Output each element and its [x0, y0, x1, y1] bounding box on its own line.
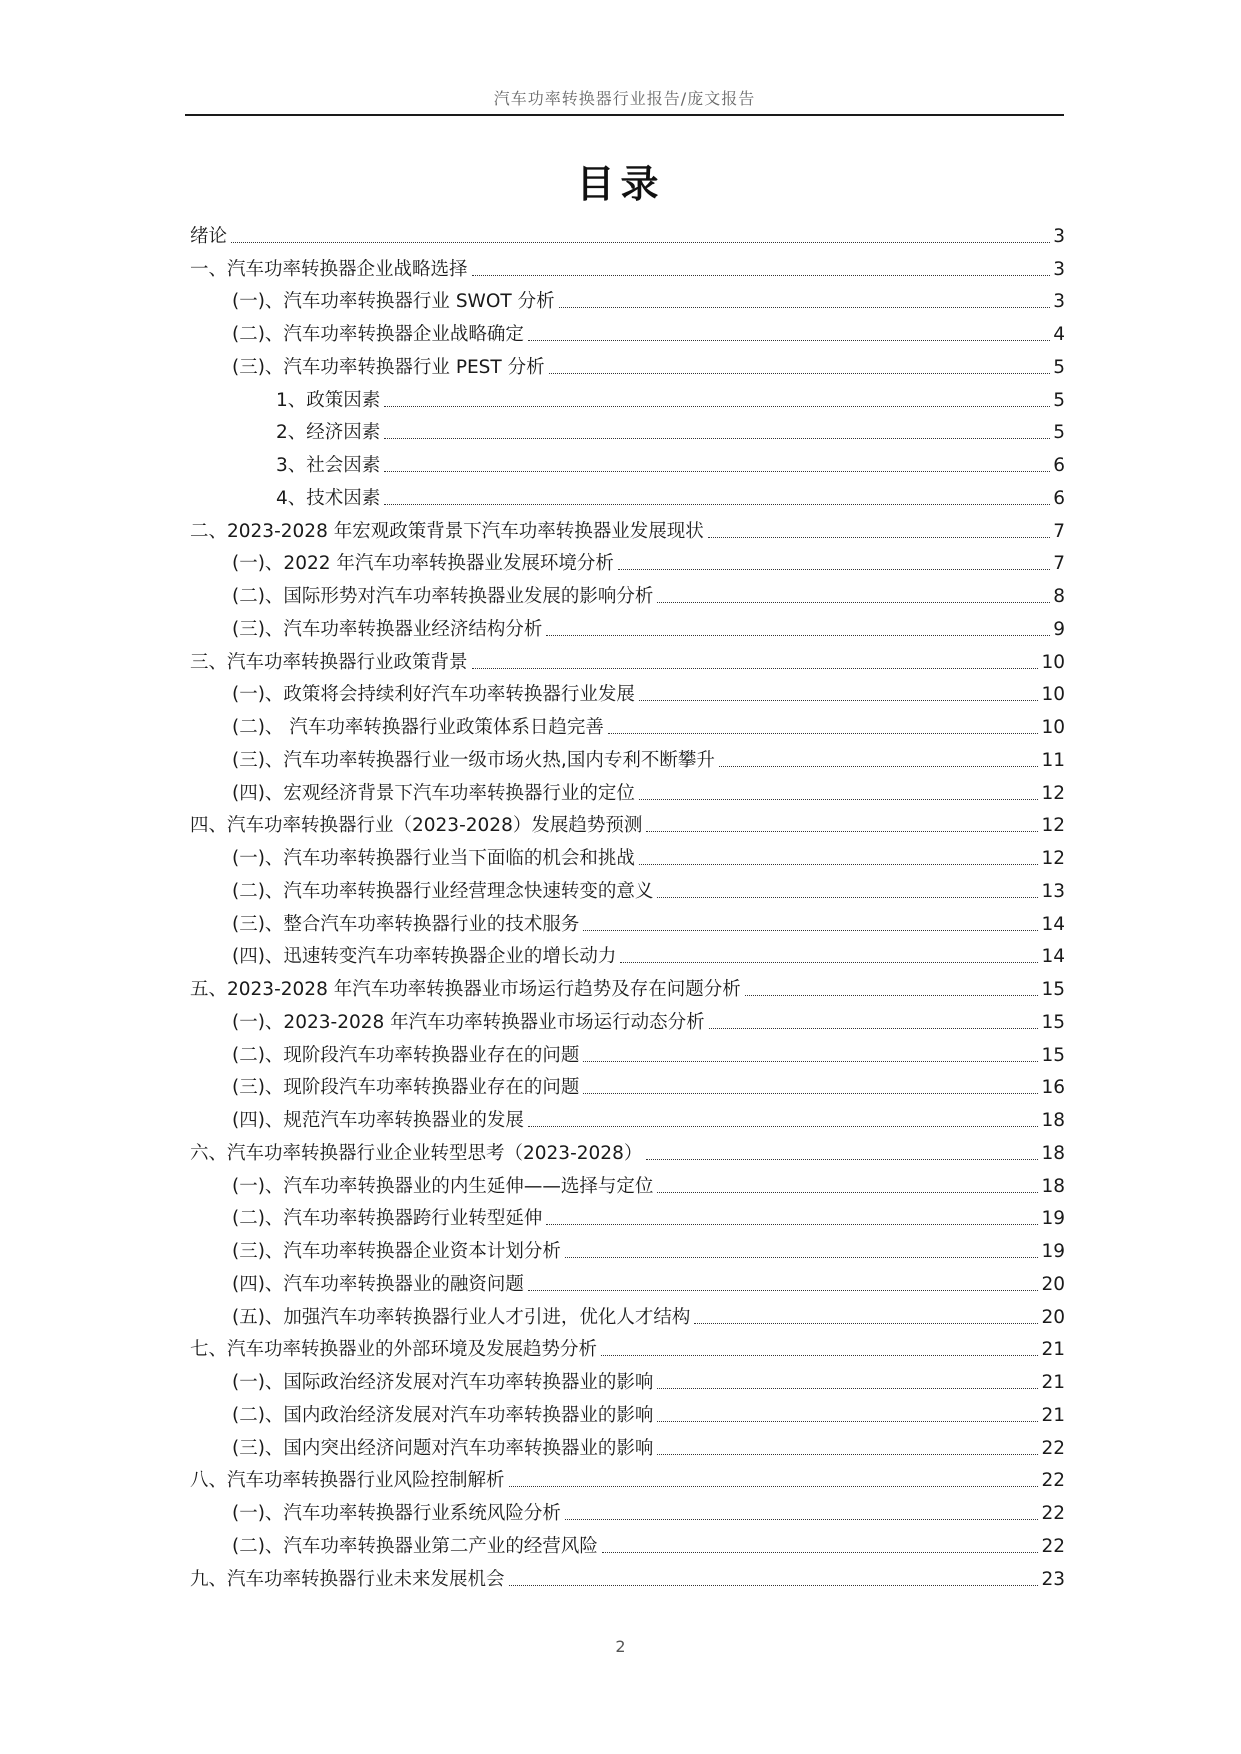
toc-entry-title: 一、汽车功率转换器企业战略选择	[190, 258, 468, 280]
toc-dot-leader	[528, 340, 1050, 341]
toc-entry-title: (四)、宏观经济背景下汽车功率转换器行业的定位	[232, 782, 635, 804]
toc-entry-title: 四、汽车功率转换器行业（2023-2028）发展趋势预测	[190, 815, 643, 837]
toc-entry-page: 11	[1041, 749, 1065, 771]
toc-dot-leader	[639, 864, 1039, 865]
toc-entry-title: 六、汽车功率转换器行业企业转型思考（2023-2028）	[190, 1142, 643, 1164]
toc-entry-page: 20	[1041, 1273, 1065, 1295]
toc-dot-leader	[472, 668, 1039, 669]
header-divider	[185, 114, 1064, 116]
toc-entry-page: 5	[1053, 389, 1065, 411]
toc-entry[interactable]	[190, 1395, 1065, 1428]
toc-entry[interactable]	[190, 838, 1065, 871]
toc-entry-title: 二、2023-2028 年宏观政策背景下汽车功率转换器业发展现状	[190, 520, 704, 542]
toc-entry-title: (四)、规范汽车功率转换器业的发展	[232, 1110, 524, 1131]
toc-entry-title: (四)、迅速转变汽车功率转换器企业的增长动力	[232, 946, 617, 968]
toc-entry[interactable]	[190, 1362, 1065, 1395]
toc-entry[interactable]	[190, 576, 1065, 609]
toc-entry-page: 10	[1041, 651, 1065, 673]
toc-entry[interactable]	[190, 1559, 1065, 1592]
toc-dot-leader	[565, 1519, 1039, 1520]
toc-entry[interactable]	[190, 904, 1065, 937]
toc-entry-page: 15	[1041, 979, 1065, 1000]
toc-entry-page: 5	[1053, 356, 1065, 378]
toc-entry-page: 3	[1053, 291, 1065, 313]
toc-entry-page: 22	[1041, 1535, 1065, 1557]
toc-entry-page: 14	[1041, 913, 1065, 935]
toc-entry-page: 21	[1041, 1339, 1065, 1361]
toc-dot-leader	[601, 1355, 1038, 1356]
toc-dot-leader	[708, 537, 1050, 538]
toc-entry[interactable]	[190, 347, 1065, 380]
toc-entry-title: (一)、汽车功率转换器行业当下面临的机会和挑战	[232, 848, 635, 869]
toc-dot-leader	[231, 242, 1050, 243]
toc-dot-leader	[384, 504, 1050, 505]
toc-entry[interactable]	[190, 675, 1065, 708]
toc-entry-title: (一)、政策将会持续利好汽车功率转换器行业发展	[232, 684, 635, 706]
toc-title: 目录	[576, 162, 665, 206]
toc-entry[interactable]	[190, 380, 1065, 413]
toc-dot-leader	[639, 799, 1039, 800]
toc-entry[interactable]	[190, 1068, 1065, 1101]
toc-entry[interactable]	[190, 969, 1065, 1002]
toc-entry-title: (三)、汽车功率转换器行业一级市场火热,国内专利不断攀升	[232, 749, 715, 771]
toc-entry-page: 18	[1041, 1110, 1065, 1131]
toc-entry-page: 5	[1053, 422, 1065, 444]
toc-entry-title: (二)、国内政治经济发展对汽车功率转换器业的影响	[232, 1404, 654, 1426]
toc-dot-leader	[646, 1159, 1038, 1160]
toc-entry[interactable]	[190, 282, 1065, 315]
toc-entry[interactable]	[190, 871, 1065, 904]
toc-entry-title: (二)、国际形势对汽车功率转换器业发展的影响分析	[232, 586, 654, 607]
toc-dot-leader	[694, 1323, 1038, 1324]
toc-entry-title: 绪论	[190, 225, 228, 247]
toc-entry[interactable]	[190, 609, 1065, 642]
toc-entry-title: 4、技术因素	[276, 487, 381, 509]
toc-entry-page: 3	[1053, 258, 1065, 280]
toc-entry[interactable]	[190, 1199, 1065, 1232]
toc-entry-title: (三)、现阶段汽车功率转换器业存在的问题	[232, 1077, 580, 1099]
toc-entry-title: (一)、汽车功率转换器行业 SWOT 分析	[232, 291, 555, 313]
toc-entry-page: 22	[1041, 1437, 1065, 1459]
running-header: 汽车功率转换器行业报告/庞文报告	[493, 89, 756, 108]
toc-dot-leader	[657, 602, 1050, 603]
toc-entry[interactable]	[190, 314, 1065, 347]
toc-entry-page: 14	[1041, 946, 1065, 968]
table-of-contents	[190, 216, 1065, 1592]
toc-entry[interactable]	[190, 1100, 1065, 1133]
toc-dot-leader	[565, 1257, 1039, 1258]
toc-entry[interactable]	[190, 249, 1065, 282]
toc-entry[interactable]	[190, 1330, 1065, 1363]
toc-entry-title: 五、2023-2028 年汽车功率转换器业市场运行趋势及存在问题分析	[190, 979, 741, 1000]
toc-entry-page: 16	[1041, 1077, 1065, 1099]
toc-dot-leader	[657, 1421, 1038, 1422]
toc-dot-leader	[602, 1552, 1039, 1553]
toc-entry-page: 18	[1041, 1175, 1065, 1197]
toc-dot-leader	[639, 700, 1039, 701]
toc-entry[interactable]	[190, 1166, 1065, 1199]
toc-dot-leader	[657, 1192, 1038, 1193]
toc-entry[interactable]	[190, 1035, 1065, 1068]
toc-entry-title: (四)、汽车功率转换器业的融资问题	[232, 1273, 524, 1295]
toc-entry[interactable]	[190, 1297, 1065, 1330]
toc-entry-title: (三)、汽车功率转换器行业 PEST 分析	[232, 356, 545, 378]
toc-dot-leader	[608, 733, 1039, 734]
toc-dot-leader	[618, 569, 1050, 570]
toc-dot-leader	[709, 1028, 1039, 1029]
toc-entry-page: 23	[1041, 1568, 1065, 1590]
toc-entry[interactable]	[190, 1264, 1065, 1297]
toc-dot-leader	[384, 406, 1050, 407]
toc-entry-title: (一)、2022 年汽车功率转换器业发展环境分析	[232, 553, 614, 575]
toc-dot-leader	[620, 962, 1038, 963]
toc-dot-leader	[583, 930, 1038, 931]
toc-dot-leader	[528, 1290, 1039, 1291]
toc-entry-title: 八、汽车功率转换器行业风险控制解析	[190, 1470, 505, 1492]
toc-entry-page: 9	[1053, 618, 1065, 640]
toc-entry-title: 七、汽车功率转换器业的外部环境及发展趋势分析	[190, 1339, 598, 1361]
toc-entry-page: 7	[1053, 520, 1065, 542]
toc-entry-page: 22	[1041, 1470, 1065, 1492]
toc-entry[interactable]	[190, 937, 1065, 970]
toc-entry[interactable]	[190, 544, 1065, 577]
toc-dot-leader	[384, 438, 1050, 439]
toc-entry[interactable]	[190, 478, 1065, 511]
toc-entry[interactable]	[190, 413, 1065, 446]
toc-entry-page: 20	[1041, 1306, 1065, 1328]
toc-entry-page: 10	[1041, 684, 1065, 706]
toc-entry-title: (二)、现阶段汽车功率转换器业存在的问题	[232, 1044, 580, 1066]
toc-entry-page: 8	[1053, 586, 1065, 607]
toc-entry-page: 18	[1041, 1142, 1065, 1164]
toc-entry[interactable]	[190, 1493, 1065, 1526]
toc-entry-page: 21	[1041, 1404, 1065, 1426]
toc-entry[interactable]	[190, 445, 1065, 478]
toc-entry-page: 3	[1053, 225, 1065, 247]
toc-entry-title: 2、经济因素	[276, 422, 381, 444]
toc-entry-page: 19	[1041, 1208, 1065, 1230]
page-number: 2	[615, 1637, 626, 1656]
toc-entry-page: 22	[1041, 1503, 1065, 1524]
toc-dot-leader	[657, 1454, 1038, 1455]
toc-entry[interactable]	[190, 1231, 1065, 1264]
toc-entry-title: (三)、汽车功率转换器业经济结构分析	[232, 618, 543, 640]
toc-entry-page: 19	[1041, 1241, 1065, 1262]
toc-entry-title: (三)、整合汽车功率转换器行业的技术服务	[232, 913, 580, 935]
toc-dot-leader	[745, 995, 1039, 996]
toc-dot-leader	[559, 307, 1050, 308]
toc-entry[interactable]	[190, 806, 1065, 839]
toc-entry-title: 3、社会因素	[276, 455, 381, 476]
toc-entry-title: (二)、汽车功率转换器跨行业转型延伸	[232, 1208, 543, 1230]
toc-entry-page: 7	[1053, 553, 1065, 575]
toc-entry-page: 4	[1053, 324, 1065, 345]
toc-entry-title: (二)、汽车功率转换器企业战略确定	[232, 324, 524, 345]
toc-dot-leader	[384, 471, 1050, 472]
toc-dot-leader	[472, 275, 1050, 276]
toc-entry-title: (二)、汽车功率转换器业第二产业的经营风险	[232, 1535, 598, 1557]
toc-dot-leader	[509, 1585, 1039, 1586]
toc-entry[interactable]	[190, 1002, 1065, 1035]
toc-dot-leader	[657, 897, 1038, 898]
toc-entry-page: 12	[1041, 815, 1065, 837]
toc-entry-title: (一)、2023-2028 年汽车功率转换器业市场运行动态分析	[232, 1011, 705, 1033]
toc-dot-leader	[549, 373, 1050, 374]
toc-entry-title: (三)、汽车功率转换器企业资本计划分析	[232, 1241, 561, 1262]
toc-entry-page: 15	[1041, 1011, 1065, 1033]
toc-entry-title: 1、政策因素	[276, 389, 381, 411]
toc-dot-leader	[528, 1126, 1039, 1127]
toc-entry-title: (五)、加强汽车功率转换器行业人才引进，优化人才结构	[232, 1306, 691, 1328]
toc-entry-title: (一)、汽车功率转换器业的内生延伸——选择与定位	[232, 1175, 654, 1197]
toc-entry-title: (一)、汽车功率转换器行业系统风险分析	[232, 1503, 561, 1524]
toc-entry[interactable]	[190, 642, 1065, 675]
toc-entry-title: 三、汽车功率转换器行业政策背景	[190, 651, 468, 673]
toc-entry-page: 12	[1041, 848, 1065, 869]
toc-entry-page: 10	[1041, 717, 1065, 738]
toc-entry[interactable]	[190, 740, 1065, 773]
toc-dot-leader	[657, 1388, 1038, 1389]
toc-entry[interactable]	[190, 1526, 1065, 1559]
toc-dot-leader	[646, 831, 1038, 832]
toc-entry-title: (二)、 汽车功率转换器行业政策体系日趋完善	[232, 717, 604, 738]
toc-entry[interactable]	[190, 216, 1065, 249]
toc-entry-page: 6	[1053, 455, 1065, 476]
toc-entry[interactable]	[190, 511, 1065, 544]
toc-entry-page: 12	[1041, 782, 1065, 804]
toc-entry[interactable]	[190, 773, 1065, 806]
toc-entry-title: 九、汽车功率转换器行业未来发展机会	[190, 1568, 505, 1590]
toc-dot-leader	[719, 766, 1039, 767]
toc-entry[interactable]	[190, 1461, 1065, 1494]
toc-entry-page: 15	[1041, 1044, 1065, 1066]
toc-entry[interactable]	[190, 707, 1065, 740]
toc-entry-page: 13	[1041, 880, 1065, 902]
toc-dot-leader	[583, 1093, 1038, 1094]
toc-entry-title: (一)、国际政治经济发展对汽车功率转换器业的影响	[232, 1372, 654, 1393]
toc-dot-leader	[546, 635, 1050, 636]
toc-entry-title: (三)、国内突出经济问题对汽车功率转换器业的影响	[232, 1437, 654, 1459]
toc-entry[interactable]	[190, 1133, 1065, 1166]
toc-entry[interactable]	[190, 1428, 1065, 1461]
toc-entry-page: 21	[1041, 1372, 1065, 1393]
toc-entry-page: 6	[1053, 487, 1065, 509]
toc-dot-leader	[583, 1061, 1038, 1062]
toc-dot-leader	[546, 1224, 1038, 1225]
toc-entry-title: (二)、汽车功率转换器行业经营理念快速转变的意义	[232, 880, 654, 902]
toc-dot-leader	[509, 1486, 1039, 1487]
